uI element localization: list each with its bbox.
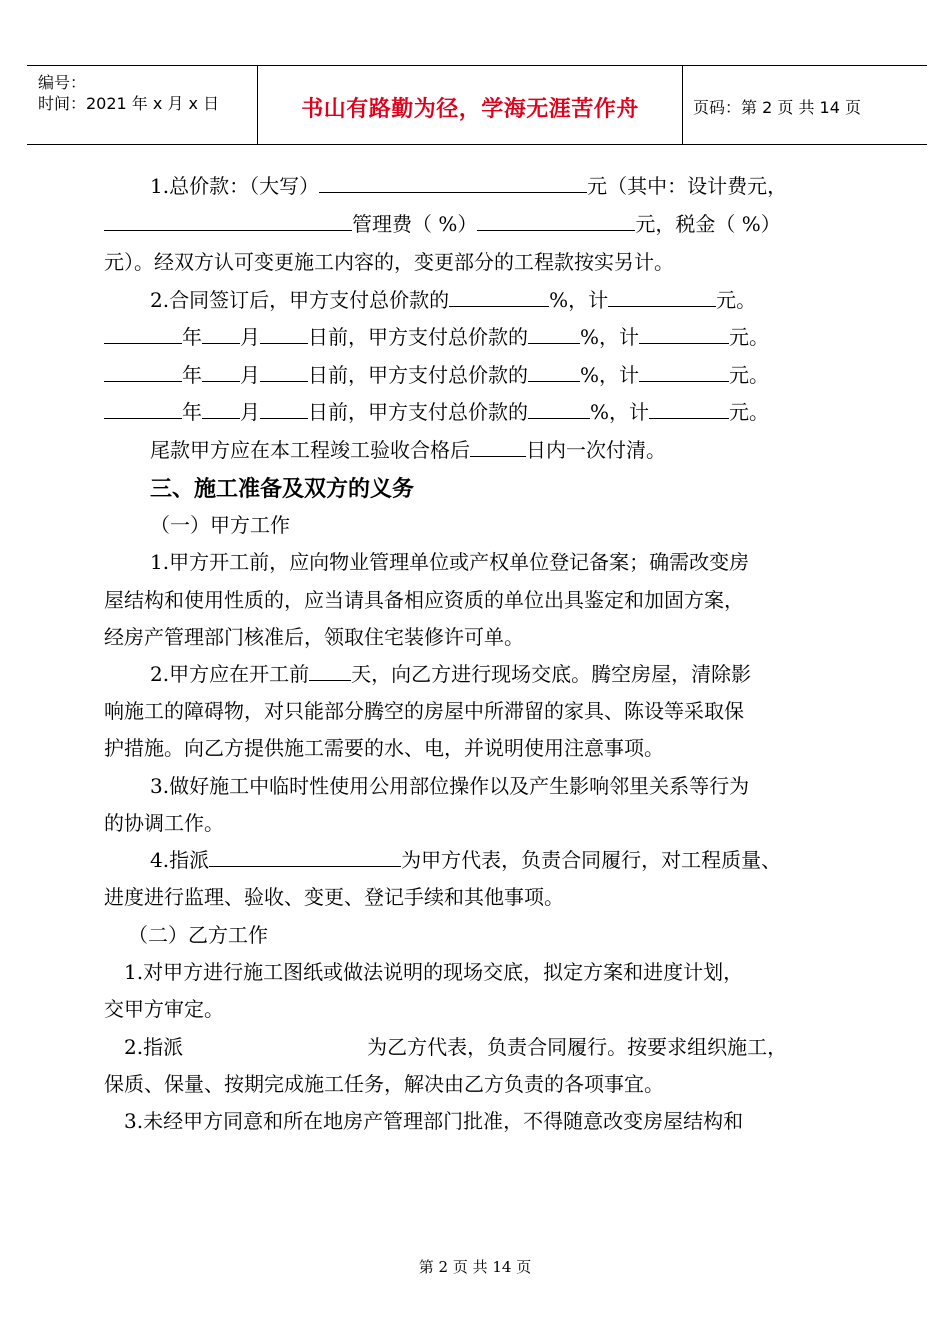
text: 元，税金（ %） — [635, 212, 781, 236]
text: 尾款甲方应在本工程竣工验收合格后 — [150, 438, 470, 462]
blank-field — [608, 286, 716, 307]
text: 元。 — [729, 325, 770, 349]
header-motto-cell — [258, 66, 683, 144]
text: %，计 — [549, 288, 609, 312]
text: %，计 — [580, 325, 640, 349]
blank-field — [260, 323, 308, 344]
subsection-party-b: （二）乙方工作 — [128, 923, 268, 947]
party-a-item1-line3: 经房产管理部门核准后，领取住宅装修许可单。 — [104, 625, 524, 649]
header-page-info: 页码：第 2 页 共 14 页 — [693, 98, 861, 117]
party-b-item3-line1: 3.未经甲方同意和所在地房产管理部门批准，不得随意改变房屋结构和 — [124, 1109, 744, 1133]
blank-field — [470, 436, 526, 457]
text: 日前，甲方支付总价款的 — [308, 400, 528, 424]
text: 管理费（ %） — [352, 212, 478, 236]
clause-payment-line1 — [150, 286, 756, 314]
text: 1.总价款：（大写） — [150, 174, 320, 198]
text: 年 — [182, 400, 202, 424]
clause-payment-installment-3 — [104, 398, 769, 426]
blank-field — [319, 172, 587, 193]
clause-payment-installment-2 — [104, 361, 769, 389]
text: 日前，甲方支付总价款的 — [308, 325, 528, 349]
text: 4.指派 — [150, 848, 210, 872]
clause-payment-installment-1 — [104, 323, 769, 351]
party-a-item1-line2: 屋结构和使用性质的，应当请具备相应资质的单位出具鉴定和加固方案， — [104, 588, 744, 612]
header-page-cell — [683, 66, 927, 144]
blank-field — [104, 361, 182, 382]
blank-field — [104, 398, 182, 419]
blank-field — [449, 286, 549, 307]
clause-total-price-line3: 元）。经双方认可变更施工内容的，变更部分的工程款按实另计。 — [104, 250, 674, 274]
text: %，计 — [590, 400, 650, 424]
text: 2.合同签订后，甲方支付总价款的 — [150, 288, 450, 312]
text: 年 — [182, 363, 202, 387]
text: 为甲方代表，负责合同履行，对工程质量、 — [401, 848, 782, 872]
text: 为乙方代表，负责合同履行。按要求组织施工， — [367, 1035, 788, 1059]
text: 年 — [182, 325, 202, 349]
text: 月 — [240, 325, 260, 349]
time-label: 时间：2021 年 x 月 x 日 — [38, 94, 220, 113]
blank-field — [202, 398, 240, 419]
party-b-item2-line2: 保质、保量、按期完成施工任务，解决由乙方负责的各项事宜。 — [104, 1072, 664, 1096]
page-footer: 第 2 页 共 14 页 — [418, 1258, 532, 1276]
text: 月 — [240, 400, 260, 424]
header-meta-cell — [27, 66, 258, 144]
blank-field — [209, 846, 401, 867]
blank-field — [639, 361, 729, 382]
text: 元。 — [716, 288, 757, 312]
text: 天，向乙方进行现场交底。腾空房屋，清除影 — [351, 662, 752, 686]
blank-field — [309, 660, 351, 681]
party-a-item2-line1 — [150, 660, 751, 688]
party-a-item4-line2: 进度进行监理、验收、变更、登记手续和其他事项。 — [104, 885, 564, 909]
motto: 书山有路勤为径，学海无涯苦作舟 — [301, 97, 639, 122]
text: 元。 — [729, 363, 770, 387]
party-b-item1-line2: 交甲方审定。 — [104, 997, 224, 1021]
blank-field — [528, 361, 580, 382]
blank-field — [104, 323, 182, 344]
blank-field — [202, 361, 240, 382]
party-a-item2-line2: 响施工的障碍物，对只能部分腾空的房屋中所滞留的家具、陈设等采取保 — [104, 699, 744, 723]
blank-field — [649, 398, 729, 419]
blank-field — [260, 361, 308, 382]
text: 2.甲方应在开工前 — [150, 662, 310, 686]
text: 2.指派 — [124, 1035, 184, 1059]
clause-final-payment — [150, 436, 666, 464]
blank-field — [528, 323, 580, 344]
page-header — [27, 65, 927, 145]
blank-field — [202, 323, 240, 344]
number-label: 编号： — [38, 73, 87, 92]
party-b-item1-line1: 1.对甲方进行施工图纸或做法说明的现场交底，拟定方案和进度计划， — [124, 960, 744, 984]
blank-field — [104, 210, 352, 231]
text: %，计 — [580, 363, 640, 387]
text: 元。 — [729, 400, 770, 424]
blank-field — [477, 210, 635, 231]
blank-field — [639, 323, 729, 344]
text: 元（其中：设计费元， — [587, 174, 788, 198]
text: 日前，甲方支付总价款的 — [308, 363, 528, 387]
party-a-item1-line1: 1.甲方开工前，应向物业管理单位或产权单位登记备案；确需改变房 — [150, 550, 750, 574]
section-heading-3: 三、施工准备及双方的义务 — [150, 477, 415, 502]
clause-total-price-line1 — [150, 172, 787, 200]
party-b-item2-line1 — [124, 1033, 787, 1061]
party-a-item2-line3: 护措施。向乙方提供施工需要的水、电，并说明使用注意事项。 — [104, 736, 664, 760]
blank-field — [260, 398, 308, 419]
party-a-item3-line1: 3.做好施工中临时性使用公用部位操作以及产生影响邻里关系等行为 — [150, 774, 750, 798]
text: 日内一次付清。 — [526, 438, 666, 462]
clause-total-price-line2 — [104, 210, 781, 238]
blank-field — [528, 398, 590, 419]
party-a-item3-line2: 的协调工作。 — [104, 811, 224, 835]
subsection-party-a: （一）甲方工作 — [150, 513, 290, 537]
text: 月 — [240, 363, 260, 387]
party-a-item4-line1 — [150, 846, 781, 874]
